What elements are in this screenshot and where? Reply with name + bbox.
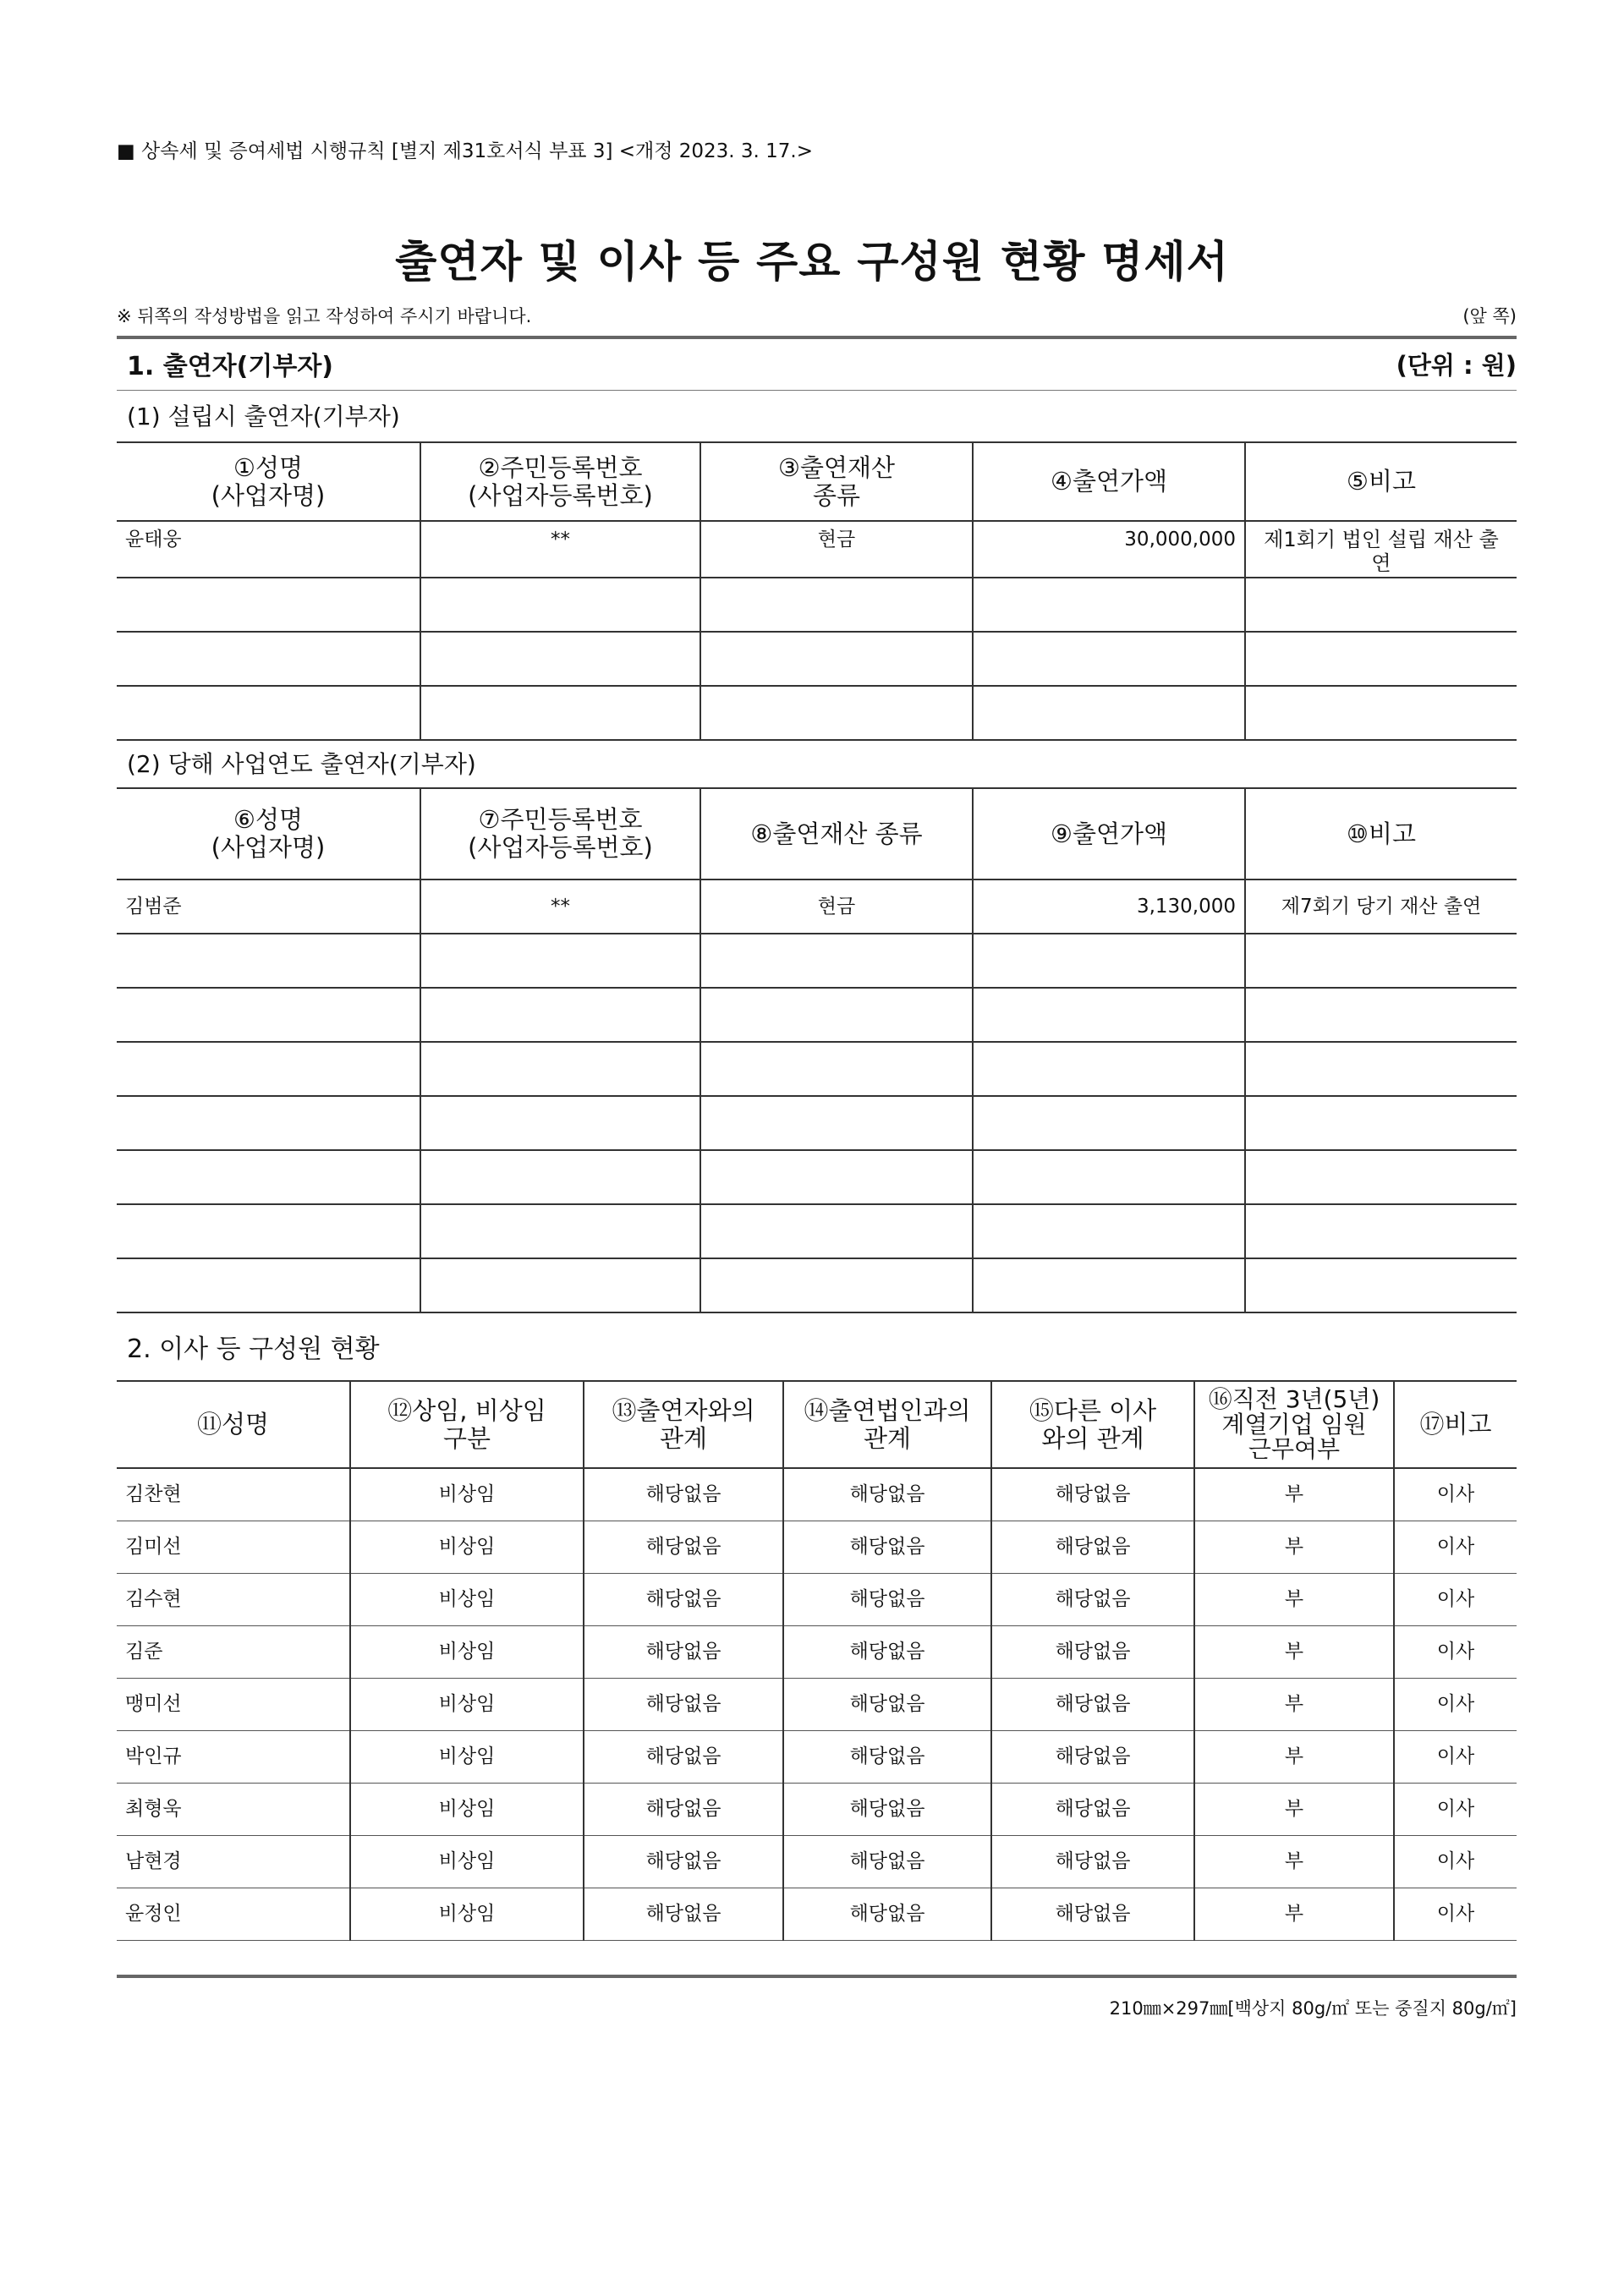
cell-name: 김미선 — [117, 1521, 350, 1573]
cell-contributor-relation: 해당없음 — [584, 1468, 783, 1521]
bottom-divider — [117, 1975, 1517, 1978]
cell-asset-type — [700, 1096, 973, 1150]
cell-corporation-relation: 해당없음 — [783, 1730, 991, 1783]
cell-name: 김수현 — [117, 1573, 350, 1625]
cell-name: 윤정인 — [117, 1888, 350, 1940]
cell-remarks: 이사 — [1394, 1625, 1517, 1678]
table-row — [117, 1730, 1517, 1783]
table-row — [117, 1835, 1517, 1888]
table-row — [117, 1042, 1517, 1096]
cell-contributor-relation: 해당없음 — [584, 1888, 783, 1940]
cell-corporation-relation: 해당없음 — [783, 1783, 991, 1835]
header-remarks: ⑩비고 — [1245, 788, 1517, 879]
cell-affiliate-employment: 부 — [1194, 1835, 1394, 1888]
header-remarks: ⑰비고 — [1394, 1381, 1517, 1468]
cell-contributor-relation: 해당없음 — [584, 1625, 783, 1678]
header-remarks: ⑤비고 — [1245, 442, 1517, 521]
cell-asset-type — [700, 1258, 973, 1312]
cell-amount: 30,000,000 — [973, 521, 1245, 578]
cell-affiliate-employment: 부 — [1194, 1678, 1394, 1730]
cell-remarks: 이사 — [1394, 1783, 1517, 1835]
board-members-table — [117, 1380, 1517, 1941]
cell-registration-number — [420, 1258, 700, 1312]
cell-remarks — [1245, 1150, 1517, 1204]
cell-asset-type — [700, 988, 973, 1042]
header-asset-type: ③출연재산 종류 — [700, 442, 973, 521]
section1-title: 1. 출연자(기부자) — [127, 352, 334, 381]
cell-asset-type: 현금 — [700, 521, 973, 578]
cell-remarks — [1245, 1204, 1517, 1258]
table-row — [117, 1258, 1517, 1312]
cell-fulltime-status: 비상임 — [350, 1678, 584, 1730]
cell-name: 김찬현 — [117, 1468, 350, 1521]
cell-remarks — [1245, 988, 1517, 1042]
cell-asset-type — [700, 686, 973, 740]
section1-divider — [117, 390, 1517, 391]
cell-remarks — [1245, 1258, 1517, 1312]
cell-director-relation: 해당없음 — [991, 1678, 1194, 1730]
cell-name — [117, 686, 420, 740]
cell-registration-number — [420, 632, 700, 686]
cell-registration-number — [420, 578, 700, 632]
cell-contributor-relation: 해당없음 — [584, 1521, 783, 1573]
cell-amount — [973, 1150, 1245, 1204]
cell-contributor-relation: 해당없음 — [584, 1783, 783, 1835]
cell-corporation-relation: 해당없음 — [783, 1468, 991, 1521]
cell-contributor-relation: 해당없음 — [584, 1835, 783, 1888]
table-row — [117, 1150, 1517, 1204]
cell-corporation-relation: 해당없음 — [783, 1573, 991, 1625]
law-reference: ■ 상속세 및 증여세법 시행규칙 [별지 제31호서식 부표 3] <개정 2023. 3. 17.> — [117, 140, 814, 162]
cell-name: 김범준 — [117, 879, 420, 934]
page-title: 출연자 및 이사 등 주요 구성원 현황 명세서 — [395, 238, 1229, 288]
cell-remarks: 이사 — [1394, 1730, 1517, 1783]
cell-registration-number — [420, 988, 700, 1042]
cell-amount — [973, 988, 1245, 1042]
cell-fulltime-status: 비상임 — [350, 1625, 584, 1678]
cell-director-relation: 해당없음 — [991, 1625, 1194, 1678]
cell-affiliate-employment: 부 — [1194, 1730, 1394, 1783]
cell-director-relation: 해당없음 — [991, 1783, 1194, 1835]
cell-asset-type — [700, 578, 973, 632]
cell-remarks — [1245, 934, 1517, 988]
header-name: ⑪성명 — [117, 1381, 350, 1468]
cell-name — [117, 1042, 420, 1096]
cell-director-relation: 해당없음 — [991, 1888, 1194, 1940]
cell-name: 김준 — [117, 1625, 350, 1678]
table-row — [117, 1096, 1517, 1150]
cell-contributor-relation: 해당없음 — [584, 1730, 783, 1783]
cell-registration-number — [420, 1042, 700, 1096]
cell-name: 최형욱 — [117, 1783, 350, 1835]
table-row — [117, 988, 1517, 1042]
cell-director-relation: 해당없음 — [991, 1468, 1194, 1521]
table-row — [117, 1625, 1517, 1678]
cell-fulltime-status: 비상임 — [350, 1573, 584, 1625]
cell-name: 박인규 — [117, 1730, 350, 1783]
header-affiliate-employment: ⑯직전 3년(5년) 계열기업 임원 근무여부 — [1194, 1381, 1394, 1468]
header-amount: ④출연가액 — [973, 442, 1245, 521]
cell-fulltime-status: 비상임 — [350, 1783, 584, 1835]
cell-amount — [973, 686, 1245, 740]
cell-corporation-relation: 해당없음 — [783, 1678, 991, 1730]
cell-amount — [973, 578, 1245, 632]
cell-contributor-relation: 해당없음 — [584, 1678, 783, 1730]
paper-spec: 210㎜×297㎜[백상지 80g/㎡ 또는 중질지 80g/㎡] — [1109, 1998, 1517, 2019]
cell-asset-type — [700, 632, 973, 686]
cell-amount — [973, 934, 1245, 988]
table-row — [117, 578, 1517, 632]
cell-remarks: 제7회기 당기 재산 출연 — [1245, 879, 1517, 934]
table-header-row — [117, 788, 1517, 879]
table-row — [117, 686, 1517, 740]
cell-name — [117, 1096, 420, 1150]
founding-contributors-table — [117, 441, 1517, 741]
cell-remarks: 이사 — [1394, 1678, 1517, 1730]
table-row — [117, 934, 1517, 988]
table-row — [117, 1783, 1517, 1835]
cell-remarks — [1245, 578, 1517, 632]
cell-fulltime-status: 비상임 — [350, 1888, 584, 1940]
current-year-contributors-table — [117, 787, 1517, 1313]
header-contributor-relation: ⑬출연자와의 관계 — [584, 1381, 783, 1468]
cell-affiliate-employment: 부 — [1194, 1468, 1394, 1521]
cell-director-relation: 해당없음 — [991, 1835, 1194, 1888]
cell-contributor-relation: 해당없음 — [584, 1573, 783, 1625]
cell-registration-number — [420, 1150, 700, 1204]
table-header-row — [117, 442, 1517, 521]
table-row — [117, 1204, 1517, 1258]
instruction-note: ※ 뒤쪽의 작성방법을 읽고 작성하여 주시기 바랍니다. — [117, 306, 532, 326]
table-row — [117, 1678, 1517, 1730]
cell-amount: 3,130,000 — [973, 879, 1245, 934]
table-header-row — [117, 1381, 1517, 1468]
cell-name: 남현경 — [117, 1835, 350, 1888]
section1-sub2-title: (2) 당해 사업연도 출연자(기부자) — [127, 750, 476, 778]
cell-asset-type — [700, 1042, 973, 1096]
cell-remarks: 이사 — [1394, 1573, 1517, 1625]
header-asset-type: ⑧출연재산 종류 — [700, 788, 973, 879]
cell-name — [117, 632, 420, 686]
cell-corporation-relation: 해당없음 — [783, 1835, 991, 1888]
cell-remarks — [1245, 686, 1517, 740]
cell-fulltime-status: 비상임 — [350, 1468, 584, 1521]
cell-remarks: 이사 — [1394, 1521, 1517, 1573]
cell-affiliate-employment: 부 — [1194, 1888, 1394, 1940]
table-row — [117, 521, 1517, 578]
table-row — [117, 879, 1517, 934]
cell-name — [117, 1204, 420, 1258]
cell-remarks — [1245, 1096, 1517, 1150]
cell-asset-type — [700, 1150, 973, 1204]
header-name: ⑥성명 (사업자명) — [117, 788, 420, 879]
header-amount: ⑨출연가액 — [973, 788, 1245, 879]
title-divider — [117, 336, 1517, 339]
cell-remarks: 이사 — [1394, 1835, 1517, 1888]
cell-amount — [973, 1204, 1245, 1258]
cell-director-relation: 해당없음 — [991, 1521, 1194, 1573]
cell-amount — [973, 1258, 1245, 1312]
section1-sub1-title: (1) 설립시 출연자(기부자) — [127, 403, 400, 430]
cell-asset-type — [700, 934, 973, 988]
cell-director-relation: 해당없음 — [991, 1573, 1194, 1625]
table-row — [117, 1888, 1517, 1940]
cell-name — [117, 1150, 420, 1204]
cell-remarks — [1245, 632, 1517, 686]
cell-fulltime-status: 비상임 — [350, 1521, 584, 1573]
header-name: ①성명 (사업자명) — [117, 442, 420, 521]
cell-remarks — [1245, 1042, 1517, 1096]
header-director-relation: ⑮다른 이사 와의 관계 — [991, 1381, 1194, 1468]
cell-corporation-relation: 해당없음 — [783, 1625, 991, 1678]
section2-title: 2. 이사 등 구성원 현황 — [127, 1334, 380, 1364]
cell-registration-number — [420, 1096, 700, 1150]
cell-affiliate-employment: 부 — [1194, 1783, 1394, 1835]
cell-name — [117, 934, 420, 988]
cell-corporation-relation: 해당없음 — [783, 1888, 991, 1940]
cell-fulltime-status: 비상임 — [350, 1730, 584, 1783]
cell-affiliate-employment: 부 — [1194, 1625, 1394, 1678]
cell-asset-type: 현금 — [700, 879, 973, 934]
table-row — [117, 632, 1517, 686]
header-fulltime-status: ⑫상임, 비상임 구분 — [350, 1381, 584, 1468]
cell-amount — [973, 632, 1245, 686]
header-registration-number: ②주민등록번호 (사업자등록번호) — [420, 442, 700, 521]
header-corporation-relation: ⑭출연법인과의 관계 — [783, 1381, 991, 1468]
cell-remarks: 이사 — [1394, 1888, 1517, 1940]
table-row — [117, 1468, 1517, 1521]
cell-asset-type — [700, 1204, 973, 1258]
cell-registration-number — [420, 934, 700, 988]
cell-name: 윤태웅 — [117, 521, 420, 578]
table-row — [117, 1573, 1517, 1625]
cell-remarks: 이사 — [1394, 1468, 1517, 1521]
cell-name — [117, 1258, 420, 1312]
cell-registration-number: ** — [420, 521, 700, 578]
cell-fulltime-status: 비상임 — [350, 1835, 584, 1888]
cell-registration-number: ** — [420, 879, 700, 934]
cell-name: 맹미선 — [117, 1678, 350, 1730]
cell-registration-number — [420, 1204, 700, 1258]
cell-director-relation: 해당없음 — [991, 1730, 1194, 1783]
cell-registration-number — [420, 686, 700, 740]
cell-affiliate-employment: 부 — [1194, 1521, 1394, 1573]
table-row — [117, 1521, 1517, 1573]
cell-affiliate-employment: 부 — [1194, 1573, 1394, 1625]
cell-name — [117, 988, 420, 1042]
cell-corporation-relation: 해당없음 — [783, 1521, 991, 1573]
cell-amount — [973, 1042, 1245, 1096]
unit-label: (단위 : 원) — [1396, 351, 1517, 380]
header-registration-number: ⑦주민등록번호 (사업자등록번호) — [420, 788, 700, 879]
page-side-label: (앞 쪽) — [1462, 306, 1517, 326]
cell-name — [117, 578, 420, 632]
cell-amount — [973, 1096, 1245, 1150]
cell-remarks: 제1회기 법인 설립 재산 출연 — [1245, 521, 1517, 578]
